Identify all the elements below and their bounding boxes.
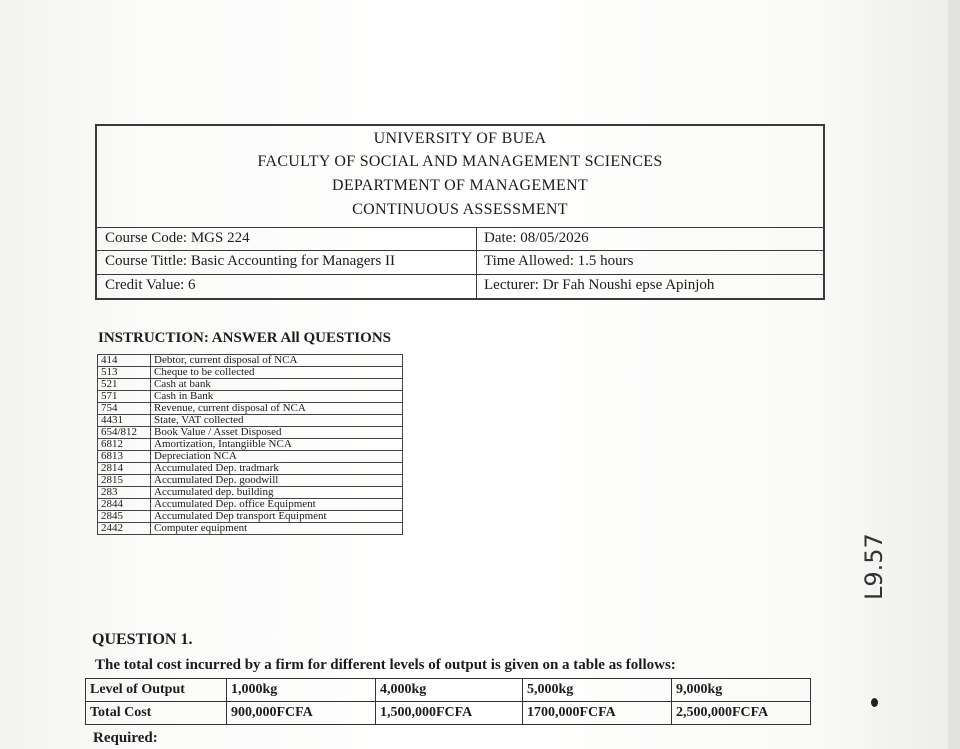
question-text: The total cost incurred by a firm for different levels of output is given on a table as follows: [95, 657, 676, 673]
account-codes-table [97, 354, 403, 535]
account-code: 6812 [98, 439, 151, 451]
account-code: 754 [98, 403, 151, 415]
handwritten-margin-note: L9.57 [860, 533, 888, 600]
exam-header-box [95, 124, 825, 300]
instruction: INSTRUCTION: ANSWER All QUESTIONS [98, 330, 391, 346]
table-cell: 4,000kg [376, 679, 523, 702]
account-desc: Accumulated Dep transport Equipment [151, 511, 403, 523]
account-code: 521 [98, 379, 151, 391]
account-code: 6813 [98, 451, 151, 463]
account-code: 571 [98, 391, 151, 403]
account-code: 2442 [98, 523, 151, 535]
table-cell: 1,500,000FCFA [376, 702, 523, 725]
account-code: 654/812 [98, 427, 151, 439]
lecturer: Lecturer: Dr Fah Noushi epse Apinjoh [484, 277, 715, 293]
course-title: Course Tittle: Basic Accounting for Managers II [105, 253, 395, 269]
time-allowed: Time Allowed: 1.5 hours [484, 253, 634, 269]
table-row [98, 367, 403, 379]
account-desc: Cash at bank [151, 379, 403, 391]
table-row [98, 415, 403, 427]
account-code: 2814 [98, 463, 151, 475]
table-row [98, 451, 403, 463]
course-code: Course Code: MGS 224 [105, 230, 250, 246]
table-cell: 900,000FCFA [227, 702, 376, 725]
account-code: 414 [98, 355, 151, 367]
table-row [98, 379, 403, 391]
account-code: 4431 [98, 415, 151, 427]
account-desc: Amortization, Intangiible NCA [151, 439, 403, 451]
table-cell: 1700,000FCFA [523, 702, 672, 725]
account-desc: Book Value / Asset Disposed [151, 427, 403, 439]
account-desc: Accumulated dep. building [151, 487, 403, 499]
account-desc: Accumulated Dep. office Equipment [151, 499, 403, 511]
table-row [98, 463, 403, 475]
table-row [98, 439, 403, 451]
info-row-credit-lecturer [97, 274, 823, 297]
account-desc: State, VAT collected [151, 415, 403, 427]
table-row [98, 391, 403, 403]
table-row [98, 403, 403, 415]
exam-date: Date: 08/05/2026 [484, 230, 589, 246]
column-divider [476, 227, 477, 298]
table-row [98, 475, 403, 487]
account-desc: Accumulated Dep. tradmark [151, 463, 403, 475]
page-edge [948, 0, 960, 749]
table-row [98, 499, 403, 511]
account-desc: Cash in Bank [151, 391, 403, 403]
info-row-title-time [97, 250, 823, 273]
account-desc: Revenue, current disposal of NCA [151, 403, 403, 415]
table-row [98, 427, 403, 439]
account-code: 2815 [98, 475, 151, 487]
table-row [98, 487, 403, 499]
cost-table [85, 678, 811, 725]
table-cell: 2,500,000FCFA [672, 702, 811, 725]
question-title: QUESTION 1. [92, 631, 193, 648]
table-cell: Level of Output [86, 679, 227, 702]
table-cell: 9,000kg [672, 679, 811, 702]
info-row-code-date [97, 227, 823, 250]
account-desc: Debtor, current disposal of NCA [151, 355, 403, 367]
department-name: DEPARTMENT OF MANAGEMENT [331, 177, 589, 194]
account-desc: Cheque to be collected [151, 367, 403, 379]
ink-dot [871, 698, 878, 707]
assessment-type: CONTINUOUS ASSESSMENT [352, 201, 568, 218]
account-desc: Depreciation NCA [151, 451, 403, 463]
account-desc: Accumulated Dep. goodwill [151, 475, 403, 487]
table-cell: 1,000kg [227, 679, 376, 702]
account-code: 513 [98, 367, 151, 379]
table-row [86, 679, 811, 702]
table-row [98, 523, 403, 535]
table-cell: Total Cost [86, 702, 227, 725]
table-row [98, 355, 403, 367]
account-code: 2845 [98, 511, 151, 523]
account-code: 2844 [98, 499, 151, 511]
university-name: UNIVERSITY OF BUEA [373, 130, 547, 147]
required-label: Required: [93, 730, 158, 746]
credit-value: Credit Value: 6 [105, 277, 196, 293]
account-code: 283 [98, 487, 151, 499]
table-row [98, 511, 403, 523]
faculty-name: FACULTY OF SOCIAL AND MANAGEMENT SCIENCES [257, 153, 663, 170]
table-cell: 5,000kg [523, 679, 672, 702]
account-desc: Computer equipment [151, 523, 403, 535]
table-row [86, 702, 811, 725]
